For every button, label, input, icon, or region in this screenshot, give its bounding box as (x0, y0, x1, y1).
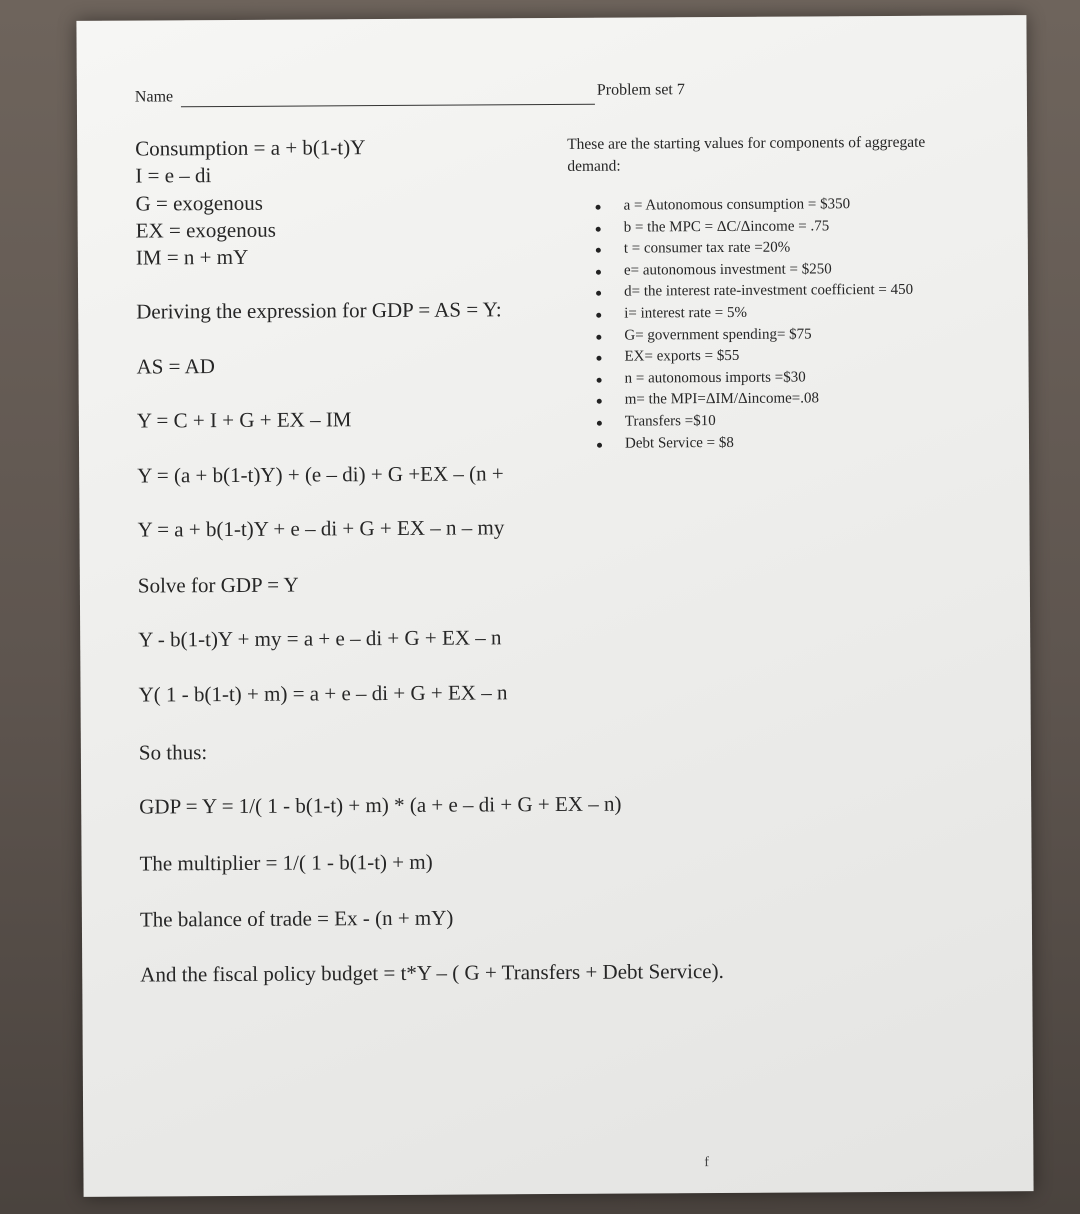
derivation-heading: Deriving the expression for GDP = AS = Y: (136, 297, 502, 324)
list-item: n = autonomous imports =$30 (597, 367, 914, 391)
problem-set-title: Problem set 7 (596, 81, 685, 99)
definition-investment: I = e – di (135, 163, 212, 188)
name-label: Name (134, 88, 174, 106)
list-item: e= autonomous investment = $250 (596, 259, 913, 283)
definition-imports: IM = n + mY (135, 244, 249, 270)
starting-values-list (595, 194, 914, 455)
starting-values-intro: These are the starting values for components of aggregate demand: (567, 133, 926, 175)
derivation-line: Y = (a + b(1-t)Y) + (e – di) + G +EX – (n + (137, 461, 504, 488)
derivation-line: So thus: (138, 740, 208, 765)
list-item: t = consumer tax rate =20% (596, 237, 913, 261)
balance-of-trade-formula: The balance of trade = Ex - (n + mY) (139, 905, 454, 932)
list-item: G= government spending= $75 (596, 323, 913, 347)
gdp-formula: GDP = Y = 1/( 1 - b(1-t) + m) * (a + e – di + G + EX – n) (139, 791, 622, 819)
list-item: d= the interest rate-investment coefficient = 450 (596, 280, 913, 304)
list-item: i= interest rate = 5% (596, 302, 913, 326)
derivation-line: Y = C + I + G + EX – IM (136, 407, 352, 433)
list-item: b = the MPC = ΔC/Δincome = .75 (596, 215, 913, 239)
list-item: Transfers =$10 (597, 410, 914, 434)
definition-government: G = exogenous (135, 190, 263, 216)
stray-mark: f (704, 1155, 710, 1171)
definition-consumption: Consumption = a + b(1-t)Y (135, 135, 366, 161)
derivation-line: AS = AD (136, 354, 215, 379)
multiplier-formula: The multiplier = 1/( 1 - b(1-t) + m) (139, 849, 433, 876)
list-item: Debt Service = $8 (597, 431, 914, 455)
derivation-line: Solve for GDP = Y (137, 572, 299, 598)
name-underline (181, 104, 595, 108)
list-item: a = Autonomous consumption = $350 (595, 194, 912, 218)
derivation-line: Y = a + b(1-t)Y + e – di + G + EX – n – my (137, 515, 505, 542)
derivation-line: Y - b(1-t)Y + my = a + e – di + G + EX – n (138, 625, 502, 652)
problem-sheet (76, 15, 1033, 1197)
derivation-line: Y( 1 - b(1-t) + m) = a + e – di + G + EX – n (138, 680, 508, 707)
fiscal-budget-formula: And the fiscal policy budget = t*Y – ( G + Transfers + Debt Service). (140, 958, 724, 987)
list-item: EX= exports = $55 (596, 345, 913, 369)
list-item: m= the MPI=ΔIM/Δincome=.08 (597, 388, 914, 412)
definition-exports: EX = exogenous (135, 217, 276, 243)
